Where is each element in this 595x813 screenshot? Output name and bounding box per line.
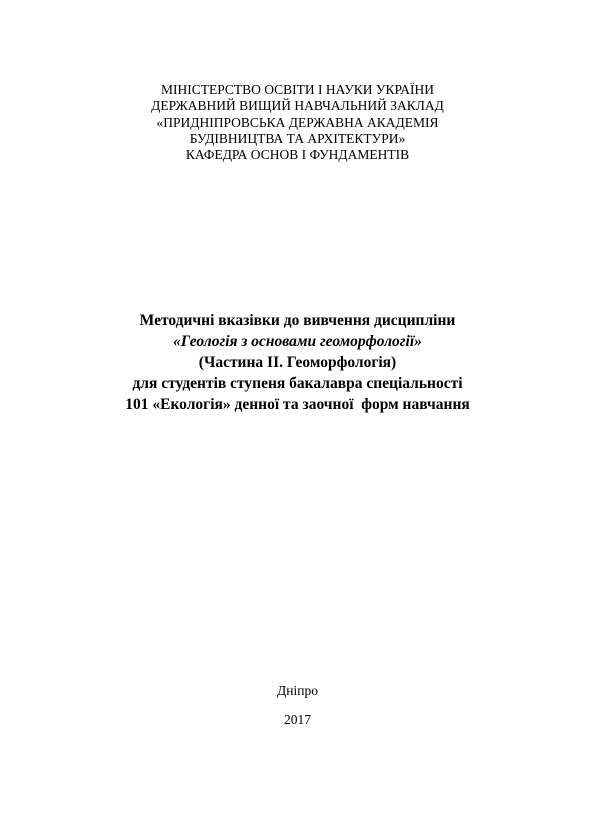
title-line-1: Методичні вказівки до вивчення дисципліни	[139, 312, 456, 329]
document-title	[0, 310, 595, 415]
specialty-line: 101 «Екологія» денної та заочної форм навчання	[125, 396, 470, 413]
city: Дніпро	[277, 683, 318, 698]
academy-name-line-2: БУДІВНИЦТВА ТА АРХІТЕКТУРИ»	[189, 130, 406, 146]
audience-line: для студентів ступеня бакалавра спеціальності	[132, 375, 463, 392]
discipline-name-line: «Геологія з основами геоморфології»	[173, 333, 422, 350]
part-line: (Частина ІІ. Геоморфологія)	[198, 354, 397, 371]
institution-type-line: ДЕРЖАВНИЙ ВИЩИЙ НАВЧАЛЬНИЙ ЗАКЛАД	[151, 98, 444, 114]
institution-header	[0, 82, 595, 163]
department-line: КАФЕДРА ОСНОВ І ФУНДАМЕНТІВ	[185, 147, 410, 163]
academy-name-line-1: «ПРИДНІПРОВСЬКА ДЕРЖАВНА АКАДЕМІЯ	[156, 114, 439, 130]
year: 2017	[284, 712, 311, 727]
ministry-line: МІНІСТЕРСТВО ОСВІТИ І НАУКИ УКРАЇНИ	[160, 82, 435, 97]
